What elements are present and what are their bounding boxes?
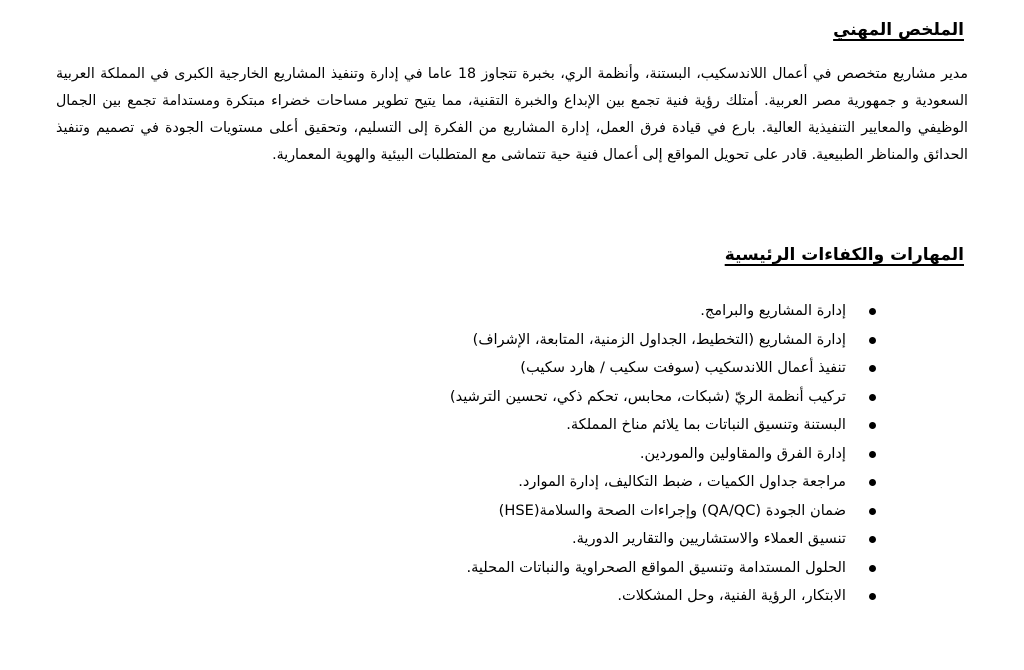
skill-text: البستنة وتنسيق النباتات بما يلائم مناخ المملكة. (566, 416, 846, 433)
skill-text: تركيب أنظمة الريّ (شبكات، محابس، تحكم ذكي، تحسين الترشيد) (449, 387, 846, 405)
list-item (450, 383, 876, 412)
bullet-icon (869, 422, 876, 429)
list-item (450, 326, 876, 355)
skill-text: الحلول المستدامة وتنسيق المواقع الصحراوية والنباتات المحلية. (466, 558, 846, 576)
skill-text: تنسيق العملاء والاستشاريين والتقارير الدورية. (571, 530, 846, 547)
skill-text: ضمان الجودة (QA/QC) وإجراءات الصحة والسلامة(HSE) (498, 501, 846, 519)
list-item (450, 297, 876, 326)
bullet-icon (869, 308, 876, 315)
skills-heading: المهارات والكفاءات الرئيسية (724, 245, 964, 265)
bullet-icon (869, 394, 876, 401)
list-item (450, 497, 876, 526)
bullet-icon (869, 565, 876, 572)
summary-paragraph: مدير مشاريع متخصص في أعمال اللاندسكيب، البستنة، وأنظمة الري، بخبرة تتجاوز 18 عاما في إدارة وتنفيذ المشاريع الخارجية الكبرى في المملكة العربية السعودية و جمهورية مصر العربية. أمتلك رؤية فنية تجمع بين الإبداع والخبرة التقنية، مما يتيح تطوير مساحات خضراء مبتكرة ومستدامة تجمع بين الجمال الوظيفي والمعايير التنفيذية العالية. بارع في قيادة فرق العمل، إدارة المشاريع من الفكرة إلى التسليم، وتحقيق أعلى مستويات الجودة في تصميم وتنفيذ الحدائق والمناظر الطبيعية. قادر على تحويل المواقع إلى أعمال فنية حية تتماشى مع المتطلبات البيئية والهوية المعمارية. (56, 66, 968, 163)
summary-heading: الملخص المهني (833, 20, 964, 40)
bullet-icon (869, 593, 876, 600)
bullet-icon (869, 337, 876, 344)
list-item (450, 554, 876, 583)
bullet-icon (869, 451, 876, 458)
list-item (450, 525, 876, 554)
skill-text: تنفيذ أعمال اللاندسكيب (سوفت سكيب / هارد سكيب) (520, 359, 846, 376)
list-item (450, 582, 876, 611)
bullet-icon (869, 365, 876, 372)
skill-text: مراجعة جداول الكميات ، ضبط التكاليف، إدارة الموارد. (518, 473, 846, 490)
skill-text: الابتكار، الرؤية الفنية، وحل المشكلات. (617, 587, 846, 604)
skill-text: إدارة المشاريع والبرامج. (700, 302, 846, 319)
bullet-icon (869, 508, 876, 515)
list-item (450, 354, 876, 383)
skills-list (450, 297, 876, 611)
bullet-icon (869, 479, 876, 486)
bullet-icon (869, 536, 876, 543)
skill-text: إدارة المشاريع (التخطيط، الجداول الزمنية، المتابعة، الإشراف) (472, 330, 846, 348)
list-item (450, 411, 876, 440)
list-item (450, 468, 876, 497)
skill-text: إدارة الفرق والمقاولين والموردين. (639, 444, 846, 462)
list-item (450, 440, 876, 469)
